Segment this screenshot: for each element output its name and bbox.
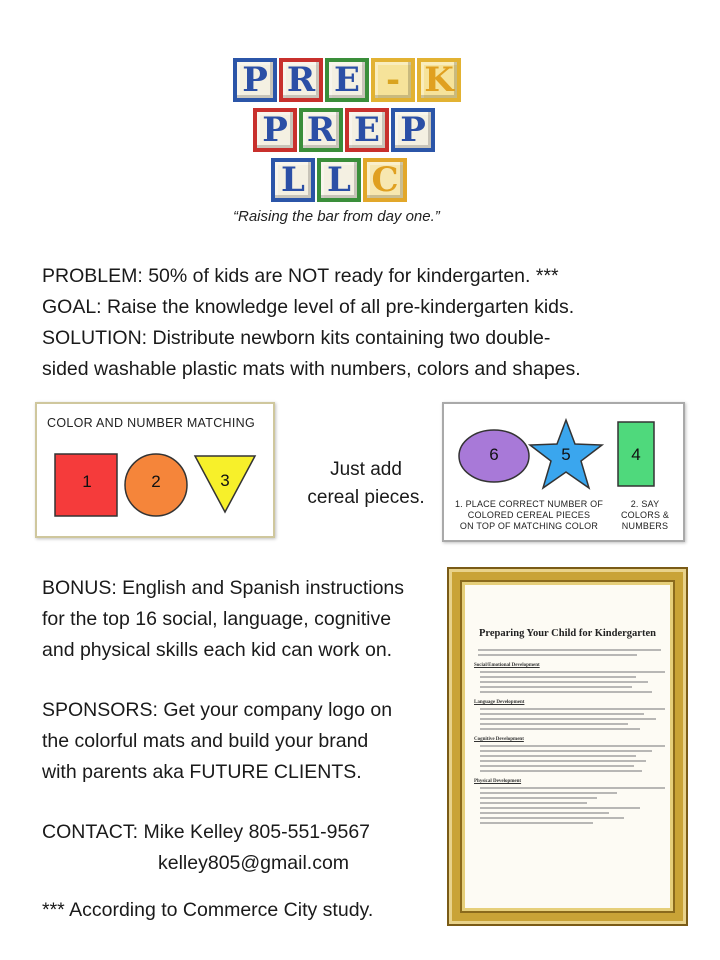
mat2-instruction-1 (450, 499, 608, 532)
sponsors-line-3: with parents aka FUTURE CLIENTS. (42, 761, 362, 783)
logo-block: R (299, 108, 343, 152)
contact-line: CONTACT: Mike Kelley 805-551-9567 (42, 821, 371, 843)
sheet-section-heading: Cognitive Development (474, 737, 524, 742)
square-number: 1 (82, 472, 92, 491)
instruction-1-line: COLORED CEREAL PIECES (467, 510, 591, 520)
logo-block: P (233, 58, 277, 102)
bonus-line-2: for the top 16 social, language, cognitive (42, 608, 392, 630)
goal-statement: GOAL: Raise the knowledge level of all pre-kindergarten kids. (42, 296, 575, 318)
triangle-number: 3 (220, 471, 230, 490)
contact-email: kelley805@gmail.com (158, 852, 350, 874)
instruction-2-line: 2. SAY (630, 499, 660, 509)
instruction-2-line: NUMBERS (621, 521, 669, 531)
sheet-section-heading: Physical Development (474, 779, 522, 784)
footnote: *** According to Commerce City study. (42, 899, 374, 921)
sheet-section-heading: Language Development (474, 700, 525, 705)
sheet-section-heading: Social/Emotional Development (474, 663, 540, 668)
logo-block: L (317, 158, 361, 202)
instruction-2-line: COLORS & (620, 510, 670, 520)
mat-title: COLOR AND NUMBER MATCHING (47, 416, 255, 430)
sheet-title: Preparing Your Child for Kindergarten (479, 628, 656, 639)
solution-statement-line-1: SOLUTION: Distribute newborn kits containing two double- (42, 327, 551, 349)
framed-instruction-sheet (449, 569, 686, 924)
mat-shapes-counting (442, 402, 685, 542)
mat-color-number-matching (35, 402, 275, 538)
logo-block: K (417, 58, 461, 102)
logo-tagline: “Raising the bar from day one.” (233, 208, 440, 225)
solution-statement-line-2: sided washable plastic mats with numbers, colors and shapes. (42, 358, 581, 380)
mat2-instruction-2 (614, 499, 676, 532)
instruction-1-line: 1. PLACE CORRECT NUMBER OF (454, 499, 604, 509)
sponsors-line-1: SPONSORS: Get your company logo on (42, 699, 393, 721)
star-number: 5 (561, 445, 571, 464)
instruction-sheet (470, 592, 665, 903)
logo-row-2 (253, 108, 435, 152)
logo-block: E (345, 108, 389, 152)
circle-number: 2 (151, 472, 161, 491)
sheet-intro (474, 649, 661, 656)
logo-block: - (371, 58, 415, 102)
logo-block: L (271, 158, 315, 202)
logo-block: E (325, 58, 369, 102)
sponsors-line-2: the colorful mats and build your brand (42, 730, 369, 752)
oval-number: 6 (489, 445, 499, 464)
just-add-line-2: cereal pieces. (307, 487, 425, 508)
problem-statement: PROBLEM: 50% of kids are NOT ready for kindergarten. *** (42, 265, 559, 287)
just-add-line-1: Just add (330, 459, 402, 480)
logo-block: C (363, 158, 407, 202)
logo-row-1 (233, 58, 461, 102)
logo-block: R (279, 58, 323, 102)
logo-row-3 (271, 158, 407, 202)
bonus-line-3: and physical skills each kid can work on. (42, 639, 393, 661)
bonus-line-1: BONUS: English and Spanish instructions (42, 577, 405, 599)
rect-number: 4 (631, 445, 641, 464)
just-add-note (300, 456, 432, 512)
logo-block: P (253, 108, 297, 152)
logo-block: P (391, 108, 435, 152)
instruction-1-line: ON TOP OF MATCHING COLOR (459, 521, 599, 531)
mat-shapes (37, 404, 273, 536)
